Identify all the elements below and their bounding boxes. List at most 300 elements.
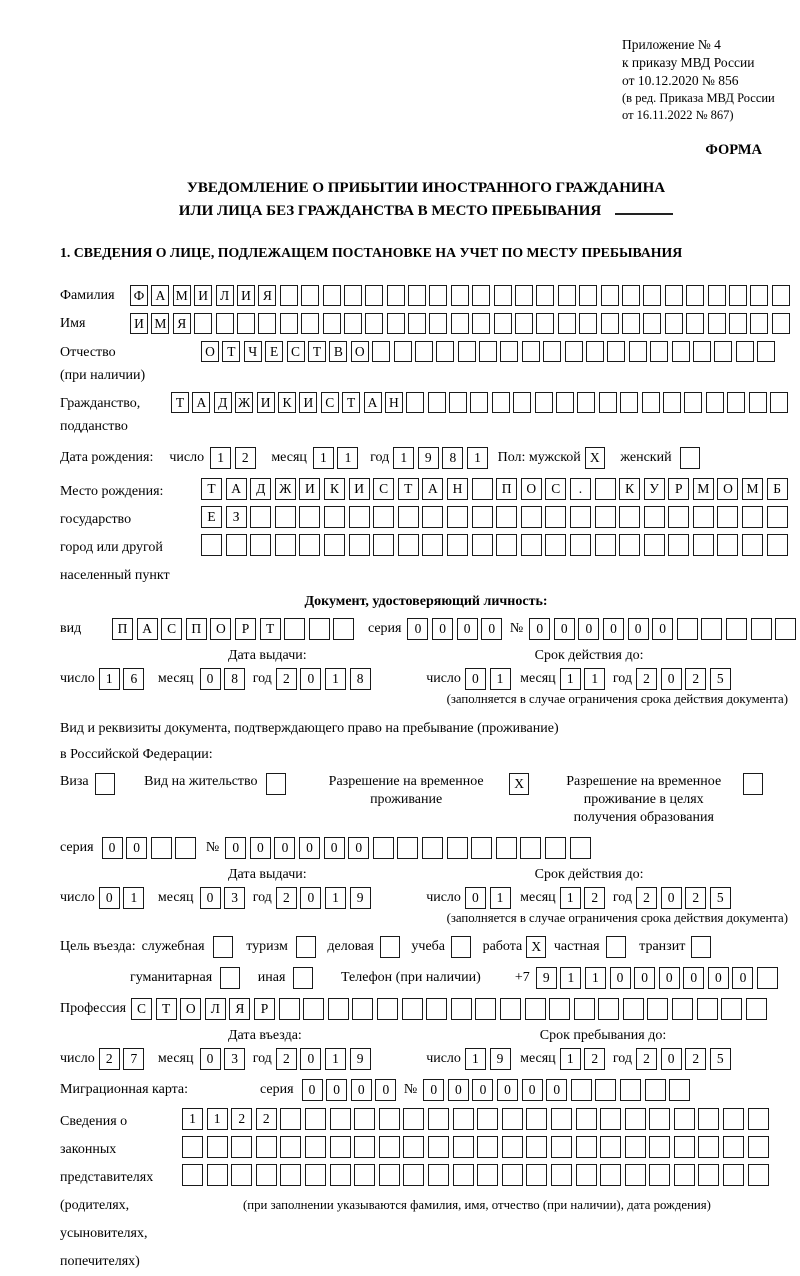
char-cell[interactable]: С [373, 478, 394, 500]
char-cell[interactable] [708, 313, 726, 334]
char-cell[interactable] [398, 506, 419, 528]
char-cell[interactable]: Р [235, 618, 256, 640]
char-cell[interactable] [377, 998, 398, 1020]
char-cell[interactable] [736, 341, 754, 362]
char-cell[interactable] [301, 285, 319, 306]
char-cell[interactable]: 8 [224, 668, 245, 690]
char-cell[interactable]: 1 [123, 887, 144, 909]
char-cell[interactable] [477, 1108, 498, 1130]
char-cell[interactable]: 9 [536, 967, 557, 989]
char-cell[interactable] [623, 998, 644, 1020]
char-cell[interactable] [403, 1136, 424, 1158]
char-cell[interactable]: 1 [490, 887, 511, 909]
char-cell[interactable]: 1 [467, 447, 488, 469]
char-cell[interactable] [723, 1108, 744, 1130]
char-cell[interactable] [521, 506, 542, 528]
char-cell[interactable] [305, 1136, 326, 1158]
char-cell[interactable] [742, 534, 763, 556]
char-cell[interactable]: 0 [432, 618, 453, 640]
char-cell[interactable] [349, 506, 370, 528]
char-cell[interactable]: И [257, 392, 275, 413]
char-cell[interactable] [324, 506, 345, 528]
char-cell[interactable] [649, 1108, 670, 1130]
char-cell[interactable]: 9 [418, 447, 439, 469]
char-cell[interactable] [266, 773, 286, 795]
char-cell[interactable] [344, 285, 362, 306]
char-cell[interactable] [522, 341, 540, 362]
char-cell[interactable] [352, 998, 373, 1020]
char-cell[interactable] [299, 506, 320, 528]
char-cell[interactable] [643, 313, 661, 334]
char-cell[interactable]: 0 [603, 618, 624, 640]
char-cell[interactable] [757, 341, 775, 362]
char-cell[interactable] [182, 1164, 203, 1186]
char-cell[interactable] [453, 1136, 474, 1158]
char-cell[interactable] [751, 618, 772, 640]
char-cell[interactable] [543, 341, 561, 362]
char-cell[interactable]: Р [254, 998, 275, 1020]
char-cell[interactable]: 2 [685, 668, 706, 690]
char-cell[interactable] [644, 534, 665, 556]
char-cell[interactable] [373, 506, 394, 528]
char-cell[interactable] [565, 341, 583, 362]
char-cell[interactable] [354, 1164, 375, 1186]
char-cell[interactable]: 0 [652, 618, 673, 640]
char-cell[interactable] [558, 313, 576, 334]
char-cell[interactable]: И [299, 478, 320, 500]
char-cell[interactable] [772, 285, 790, 306]
char-cell[interactable] [770, 392, 788, 413]
char-cell[interactable]: 0 [522, 1079, 543, 1101]
char-cell[interactable] [403, 1164, 424, 1186]
char-cell[interactable]: 1 [465, 1048, 486, 1070]
char-cell[interactable]: X [509, 773, 529, 795]
char-cell[interactable] [479, 341, 497, 362]
char-cell[interactable] [551, 1164, 572, 1186]
char-cell[interactable]: 0 [300, 887, 321, 909]
char-cell[interactable] [451, 936, 471, 958]
char-cell[interactable] [436, 341, 454, 362]
char-cell[interactable] [643, 285, 661, 306]
char-cell[interactable] [515, 285, 533, 306]
char-cell[interactable] [600, 1108, 621, 1130]
char-cell[interactable] [551, 1108, 572, 1130]
char-cell[interactable] [574, 998, 595, 1020]
char-cell[interactable] [775, 618, 796, 640]
char-cell[interactable]: О [521, 478, 542, 500]
char-cell[interactable]: С [287, 341, 305, 362]
char-cell[interactable] [600, 1164, 621, 1186]
char-cell[interactable] [428, 1164, 449, 1186]
char-cell[interactable] [194, 313, 212, 334]
char-cell[interactable] [415, 341, 433, 362]
char-cell[interactable]: 1 [393, 447, 414, 469]
char-cell[interactable]: Д [214, 392, 232, 413]
char-cell[interactable] [365, 285, 383, 306]
char-cell[interactable]: 1 [207, 1108, 228, 1130]
char-cell[interactable] [502, 1108, 523, 1130]
char-cell[interactable] [422, 837, 443, 859]
char-cell[interactable] [545, 534, 566, 556]
char-cell[interactable] [293, 967, 313, 989]
char-cell[interactable] [402, 998, 423, 1020]
char-cell[interactable] [668, 506, 689, 528]
char-cell[interactable]: 0 [324, 837, 345, 859]
char-cell[interactable] [620, 1079, 641, 1101]
char-cell[interactable] [526, 1108, 547, 1130]
char-cell[interactable]: А [192, 392, 210, 413]
char-cell[interactable] [330, 1136, 351, 1158]
char-cell[interactable] [748, 1164, 769, 1186]
char-cell[interactable] [622, 285, 640, 306]
char-cell[interactable]: Ф [130, 285, 148, 306]
char-cell[interactable] [701, 618, 722, 640]
char-cell[interactable]: С [545, 478, 566, 500]
char-cell[interactable] [727, 392, 745, 413]
char-cell[interactable]: 9 [490, 1048, 511, 1070]
char-cell[interactable] [387, 313, 405, 334]
char-cell[interactable]: Я [258, 285, 276, 306]
char-cell[interactable] [729, 285, 747, 306]
char-cell[interactable] [387, 285, 405, 306]
char-cell[interactable] [447, 506, 468, 528]
char-cell[interactable]: 6 [123, 668, 144, 690]
char-cell[interactable]: 0 [628, 618, 649, 640]
char-cell[interactable]: 0 [659, 967, 680, 989]
char-cell[interactable]: 0 [375, 1079, 396, 1101]
char-cell[interactable] [451, 313, 469, 334]
char-cell[interactable] [520, 837, 541, 859]
char-cell[interactable] [496, 506, 517, 528]
char-cell[interactable] [470, 392, 488, 413]
char-cell[interactable] [284, 618, 305, 640]
char-cell[interactable] [535, 392, 553, 413]
char-cell[interactable] [280, 285, 298, 306]
char-cell[interactable]: 0 [708, 967, 729, 989]
char-cell[interactable] [182, 1136, 203, 1158]
char-cell[interactable] [649, 1136, 670, 1158]
char-cell[interactable] [379, 1108, 400, 1130]
char-cell[interactable] [674, 1108, 695, 1130]
char-cell[interactable]: Е [201, 506, 222, 528]
char-cell[interactable] [324, 534, 345, 556]
char-cell[interactable] [665, 313, 683, 334]
char-cell[interactable] [237, 313, 255, 334]
char-cell[interactable] [280, 1136, 301, 1158]
char-cell[interactable] [698, 1108, 719, 1130]
char-cell[interactable] [680, 447, 700, 469]
char-cell[interactable] [151, 837, 172, 859]
char-cell[interactable]: Т [342, 392, 360, 413]
char-cell[interactable] [403, 1108, 424, 1130]
char-cell[interactable]: Н [447, 478, 468, 500]
char-cell[interactable] [723, 1164, 744, 1186]
char-cell[interactable] [472, 285, 490, 306]
char-cell[interactable] [526, 1136, 547, 1158]
char-cell[interactable] [576, 1136, 597, 1158]
char-cell[interactable] [429, 285, 447, 306]
char-cell[interactable]: 2 [636, 1048, 657, 1070]
char-cell[interactable]: О [210, 618, 231, 640]
char-cell[interactable] [767, 534, 788, 556]
char-cell[interactable] [447, 837, 468, 859]
char-cell[interactable] [650, 341, 668, 362]
char-cell[interactable]: 2 [685, 1048, 706, 1070]
char-cell[interactable] [494, 313, 512, 334]
char-cell[interactable] [475, 998, 496, 1020]
char-cell[interactable] [693, 506, 714, 528]
char-cell[interactable]: И [349, 478, 370, 500]
char-cell[interactable] [672, 998, 693, 1020]
char-cell[interactable]: 3 [224, 1048, 245, 1070]
char-cell[interactable]: С [321, 392, 339, 413]
char-cell[interactable] [576, 1164, 597, 1186]
char-cell[interactable]: О [201, 341, 219, 362]
char-cell[interactable] [743, 773, 763, 795]
char-cell[interactable]: 0 [472, 1079, 493, 1101]
char-cell[interactable] [674, 1136, 695, 1158]
char-cell[interactable]: 1 [99, 668, 120, 690]
char-cell[interactable] [586, 341, 604, 362]
char-cell[interactable] [449, 392, 467, 413]
char-cell[interactable]: 1 [585, 967, 606, 989]
char-cell[interactable]: 0 [634, 967, 655, 989]
char-cell[interactable]: Т [222, 341, 240, 362]
char-cell[interactable]: 1 [560, 887, 581, 909]
char-cell[interactable]: Р [668, 478, 689, 500]
char-cell[interactable]: 0 [126, 837, 147, 859]
char-cell[interactable]: Т [398, 478, 419, 500]
char-cell[interactable] [576, 1108, 597, 1130]
char-cell[interactable] [323, 313, 341, 334]
char-cell[interactable] [231, 1136, 252, 1158]
char-cell[interactable]: 0 [610, 967, 631, 989]
char-cell[interactable]: 2 [685, 887, 706, 909]
char-cell[interactable]: С [161, 618, 182, 640]
char-cell[interactable] [379, 1136, 400, 1158]
char-cell[interactable]: 2 [256, 1108, 277, 1130]
char-cell[interactable]: 5 [710, 887, 731, 909]
char-cell[interactable] [330, 1164, 351, 1186]
char-cell[interactable] [207, 1136, 228, 1158]
char-cell[interactable]: Л [205, 998, 226, 1020]
char-cell[interactable]: X [526, 936, 546, 958]
char-cell[interactable]: 2 [99, 1048, 120, 1070]
char-cell[interactable] [477, 1164, 498, 1186]
char-cell[interactable]: 0 [554, 618, 575, 640]
char-cell[interactable] [397, 837, 418, 859]
char-cell[interactable] [428, 1108, 449, 1130]
char-cell[interactable] [668, 534, 689, 556]
char-cell[interactable] [301, 313, 319, 334]
char-cell[interactable] [477, 1136, 498, 1158]
char-cell[interactable] [693, 534, 714, 556]
char-cell[interactable]: 1 [337, 447, 358, 469]
char-cell[interactable]: 0 [351, 1079, 372, 1101]
char-cell[interactable]: П [186, 618, 207, 640]
char-cell[interactable] [579, 313, 597, 334]
char-cell[interactable] [665, 285, 683, 306]
char-cell[interactable] [625, 1164, 646, 1186]
char-cell[interactable]: 0 [274, 837, 295, 859]
char-cell[interactable] [394, 341, 412, 362]
char-cell[interactable]: Е [265, 341, 283, 362]
char-cell[interactable] [625, 1108, 646, 1130]
char-cell[interactable]: И [130, 313, 148, 334]
char-cell[interactable]: 0 [448, 1079, 469, 1101]
char-cell[interactable]: 0 [457, 618, 478, 640]
char-cell[interactable] [373, 534, 394, 556]
char-cell[interactable]: 2 [276, 668, 297, 690]
char-cell[interactable] [525, 998, 546, 1020]
char-cell[interactable] [599, 392, 617, 413]
char-cell[interactable]: К [619, 478, 640, 500]
char-cell[interactable] [256, 1164, 277, 1186]
char-cell[interactable]: 0 [300, 668, 321, 690]
char-cell[interactable] [598, 998, 619, 1020]
char-cell[interactable] [750, 313, 768, 334]
char-cell[interactable] [717, 534, 738, 556]
char-cell[interactable]: Я [229, 998, 250, 1020]
char-cell[interactable] [458, 341, 476, 362]
char-cell[interactable] [757, 967, 778, 989]
char-cell[interactable] [698, 1136, 719, 1158]
char-cell[interactable]: А [137, 618, 158, 640]
char-cell[interactable]: 9 [350, 887, 371, 909]
char-cell[interactable] [607, 341, 625, 362]
char-cell[interactable]: М [693, 478, 714, 500]
char-cell[interactable] [742, 506, 763, 528]
char-cell[interactable] [647, 998, 668, 1020]
char-cell[interactable]: К [278, 392, 296, 413]
char-cell[interactable]: 0 [102, 837, 123, 859]
char-cell[interactable]: 1 [560, 967, 581, 989]
char-cell[interactable]: У [644, 478, 665, 500]
char-cell[interactable]: 0 [578, 618, 599, 640]
char-cell[interactable]: 0 [299, 837, 320, 859]
char-cell[interactable] [380, 936, 400, 958]
char-cell[interactable] [748, 1136, 769, 1158]
char-cell[interactable] [526, 1164, 547, 1186]
char-cell[interactable]: 3 [224, 887, 245, 909]
char-cell[interactable]: 8 [350, 668, 371, 690]
char-cell[interactable] [472, 313, 490, 334]
char-cell[interactable] [280, 1108, 301, 1130]
char-cell[interactable]: А [226, 478, 247, 500]
char-cell[interactable]: 2 [636, 668, 657, 690]
char-cell[interactable] [500, 341, 518, 362]
char-cell[interactable]: В [329, 341, 347, 362]
char-cell[interactable] [691, 936, 711, 958]
char-cell[interactable]: П [496, 478, 517, 500]
char-cell[interactable] [571, 1079, 592, 1101]
char-cell[interactable] [492, 392, 510, 413]
char-cell[interactable] [279, 998, 300, 1020]
char-cell[interactable] [429, 313, 447, 334]
char-cell[interactable]: . [570, 478, 591, 500]
char-cell[interactable] [721, 998, 742, 1020]
char-cell[interactable] [471, 837, 492, 859]
char-cell[interactable] [428, 1136, 449, 1158]
char-cell[interactable] [280, 313, 298, 334]
char-cell[interactable] [453, 1164, 474, 1186]
char-cell[interactable] [748, 1108, 769, 1130]
char-cell[interactable]: К [324, 478, 345, 500]
char-cell[interactable]: 0 [732, 967, 753, 989]
char-cell[interactable] [746, 998, 767, 1020]
char-cell[interactable] [686, 285, 704, 306]
char-cell[interactable] [365, 313, 383, 334]
char-cell[interactable] [570, 506, 591, 528]
char-cell[interactable]: А [364, 392, 382, 413]
char-cell[interactable] [723, 1136, 744, 1158]
char-cell[interactable] [595, 1079, 616, 1101]
char-cell[interactable] [426, 998, 447, 1020]
char-cell[interactable] [372, 341, 390, 362]
char-cell[interactable]: 2 [636, 887, 657, 909]
char-cell[interactable] [674, 1164, 695, 1186]
char-cell[interactable] [502, 1136, 523, 1158]
char-cell[interactable]: 0 [546, 1079, 567, 1101]
char-cell[interactable] [750, 285, 768, 306]
char-cell[interactable]: И [237, 285, 255, 306]
char-cell[interactable] [513, 392, 531, 413]
char-cell[interactable] [706, 392, 724, 413]
char-cell[interactable] [536, 285, 554, 306]
char-cell[interactable] [577, 392, 595, 413]
char-cell[interactable] [451, 285, 469, 306]
char-cell[interactable] [422, 506, 443, 528]
char-cell[interactable]: 0 [348, 837, 369, 859]
char-cell[interactable] [619, 506, 640, 528]
char-cell[interactable] [558, 285, 576, 306]
char-cell[interactable] [642, 392, 660, 413]
char-cell[interactable]: 5 [710, 668, 731, 690]
char-cell[interactable]: О [717, 478, 738, 500]
char-cell[interactable] [258, 313, 276, 334]
char-cell[interactable]: С [131, 998, 152, 1020]
char-cell[interactable] [625, 1136, 646, 1158]
char-cell[interactable] [231, 1164, 252, 1186]
char-cell[interactable] [275, 534, 296, 556]
char-cell[interactable]: 1 [325, 887, 346, 909]
char-cell[interactable]: 1 [325, 668, 346, 690]
char-cell[interactable] [595, 478, 616, 500]
char-cell[interactable] [496, 837, 517, 859]
char-cell[interactable]: Б [767, 478, 788, 500]
char-cell[interactable] [595, 534, 616, 556]
char-cell[interactable]: 0 [407, 618, 428, 640]
char-cell[interactable]: Т [260, 618, 281, 640]
char-cell[interactable]: 0 [200, 887, 221, 909]
char-cell[interactable] [275, 506, 296, 528]
char-cell[interactable] [551, 1136, 572, 1158]
char-cell[interactable]: 0 [529, 618, 550, 640]
char-cell[interactable] [620, 392, 638, 413]
char-cell[interactable] [250, 534, 271, 556]
char-cell[interactable] [606, 936, 626, 958]
char-cell[interactable]: Н [385, 392, 403, 413]
char-cell[interactable]: 0 [465, 887, 486, 909]
char-cell[interactable] [379, 1164, 400, 1186]
char-cell[interactable]: 0 [300, 1048, 321, 1070]
char-cell[interactable]: Т [156, 998, 177, 1020]
char-cell[interactable] [536, 313, 554, 334]
char-cell[interactable] [579, 285, 597, 306]
char-cell[interactable] [767, 506, 788, 528]
char-cell[interactable]: Л [216, 285, 234, 306]
char-cell[interactable]: 1 [560, 668, 581, 690]
